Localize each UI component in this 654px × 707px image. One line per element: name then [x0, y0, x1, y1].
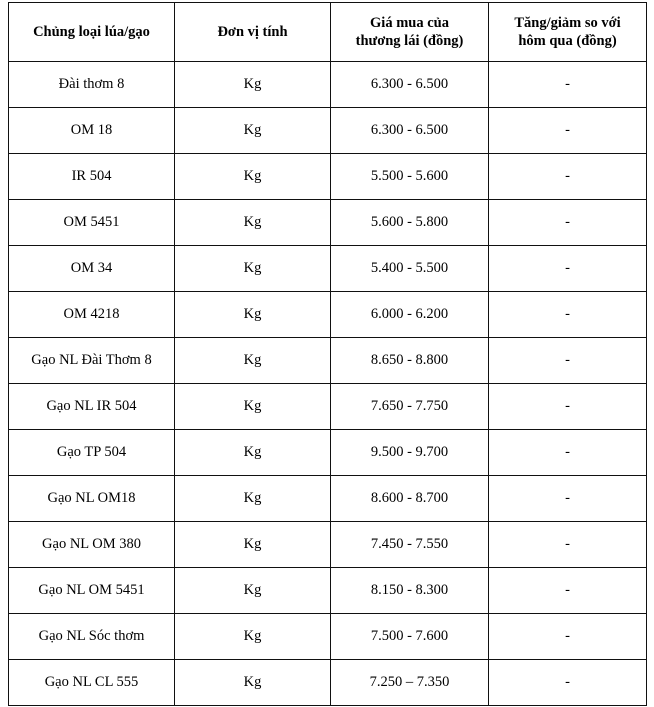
- table-row: [9, 200, 647, 246]
- document-page: [0, 2, 654, 707]
- cell-change: -: [489, 568, 647, 614]
- cell-product: Gạo NL OM 5451: [9, 568, 175, 614]
- cell-unit: Kg: [175, 660, 331, 706]
- column-header-product-line-1: Chủng loại lúa/gạo: [33, 23, 150, 40]
- column-header-unit: [175, 3, 331, 62]
- column-header-product: [9, 3, 175, 62]
- cell-product: Gạo NL OM 380: [9, 522, 175, 568]
- cell-product: OM 34: [9, 246, 175, 292]
- cell-change: -: [489, 660, 647, 706]
- column-header-change: [489, 3, 647, 62]
- table-row: [9, 614, 647, 660]
- cell-unit: Kg: [175, 430, 331, 476]
- column-header-price: [331, 3, 489, 62]
- table-row: [9, 430, 647, 476]
- cell-change: -: [489, 200, 647, 246]
- table-row: [9, 154, 647, 200]
- cell-unit: Kg: [175, 292, 331, 338]
- cell-product: Gạo NL IR 504: [9, 384, 175, 430]
- cell-price: 5.400 - 5.500: [331, 246, 489, 292]
- cell-price: 8.600 - 8.700: [331, 476, 489, 522]
- cell-price: 6.300 - 6.500: [331, 62, 489, 108]
- column-header-change-line-1: Tăng/giảm so với: [514, 14, 621, 31]
- cell-change: -: [489, 476, 647, 522]
- cell-product: OM 4218: [9, 292, 175, 338]
- cell-price: 7.450 - 7.550: [331, 522, 489, 568]
- table-row: [9, 338, 647, 384]
- cell-change: -: [489, 246, 647, 292]
- cell-price: 6.300 - 6.500: [331, 108, 489, 154]
- table-row: [9, 292, 647, 338]
- cell-price: 5.600 - 5.800: [331, 200, 489, 246]
- cell-change: -: [489, 384, 647, 430]
- table-row: [9, 660, 647, 706]
- table-row: [9, 108, 647, 154]
- cell-price: 7.250 – 7.350: [331, 660, 489, 706]
- cell-product: IR 504: [9, 154, 175, 200]
- table-row: [9, 476, 647, 522]
- cell-change: -: [489, 522, 647, 568]
- cell-product: Đài thơm 8: [9, 62, 175, 108]
- cell-unit: Kg: [175, 384, 331, 430]
- table-header: [9, 3, 647, 62]
- cell-price: 5.500 - 5.600: [331, 154, 489, 200]
- cell-unit: Kg: [175, 568, 331, 614]
- cell-unit: Kg: [175, 338, 331, 384]
- cell-price: 8.650 - 8.800: [331, 338, 489, 384]
- column-header-price-line-1: Giá mua của: [370, 14, 449, 31]
- cell-price: 7.500 - 7.600: [331, 614, 489, 660]
- cell-change: -: [489, 430, 647, 476]
- cell-price: 8.150 - 8.300: [331, 568, 489, 614]
- cell-change: -: [489, 108, 647, 154]
- cell-change: -: [489, 292, 647, 338]
- table-row: [9, 246, 647, 292]
- cell-unit: Kg: [175, 476, 331, 522]
- cell-product: Gạo NL Đài Thơm 8: [9, 338, 175, 384]
- cell-price: 6.000 - 6.200: [331, 292, 489, 338]
- cell-product: Gạo NL OM18: [9, 476, 175, 522]
- column-header-unit-line-1: Đơn vị tính: [217, 23, 288, 40]
- cell-unit: Kg: [175, 200, 331, 246]
- cell-unit: Kg: [175, 108, 331, 154]
- cell-price: 9.500 - 9.700: [331, 430, 489, 476]
- cell-change: -: [489, 62, 647, 108]
- cell-product: Gạo NL CL 555: [9, 660, 175, 706]
- cell-unit: Kg: [175, 154, 331, 200]
- column-header-change-line-2: hôm qua (đồng): [518, 33, 617, 49]
- cell-change: -: [489, 338, 647, 384]
- table-body: [9, 62, 647, 706]
- cell-price: 7.650 - 7.750: [331, 384, 489, 430]
- cell-unit: Kg: [175, 614, 331, 660]
- rice-price-table: [8, 2, 647, 706]
- cell-product: Gạo NL Sóc thơm: [9, 614, 175, 660]
- cell-unit: Kg: [175, 246, 331, 292]
- table-row: [9, 62, 647, 108]
- cell-unit: Kg: [175, 522, 331, 568]
- cell-change: -: [489, 154, 647, 200]
- cell-product: OM 18: [9, 108, 175, 154]
- cell-unit: Kg: [175, 62, 331, 108]
- cell-change: -: [489, 614, 647, 660]
- table-header-row: [9, 3, 647, 62]
- table-row: [9, 568, 647, 614]
- table-row: [9, 522, 647, 568]
- cell-product: Gạo TP 504: [9, 430, 175, 476]
- column-header-price-line-2: thương lái (đồng): [355, 33, 464, 49]
- table-row: [9, 384, 647, 430]
- cell-product: OM 5451: [9, 200, 175, 246]
